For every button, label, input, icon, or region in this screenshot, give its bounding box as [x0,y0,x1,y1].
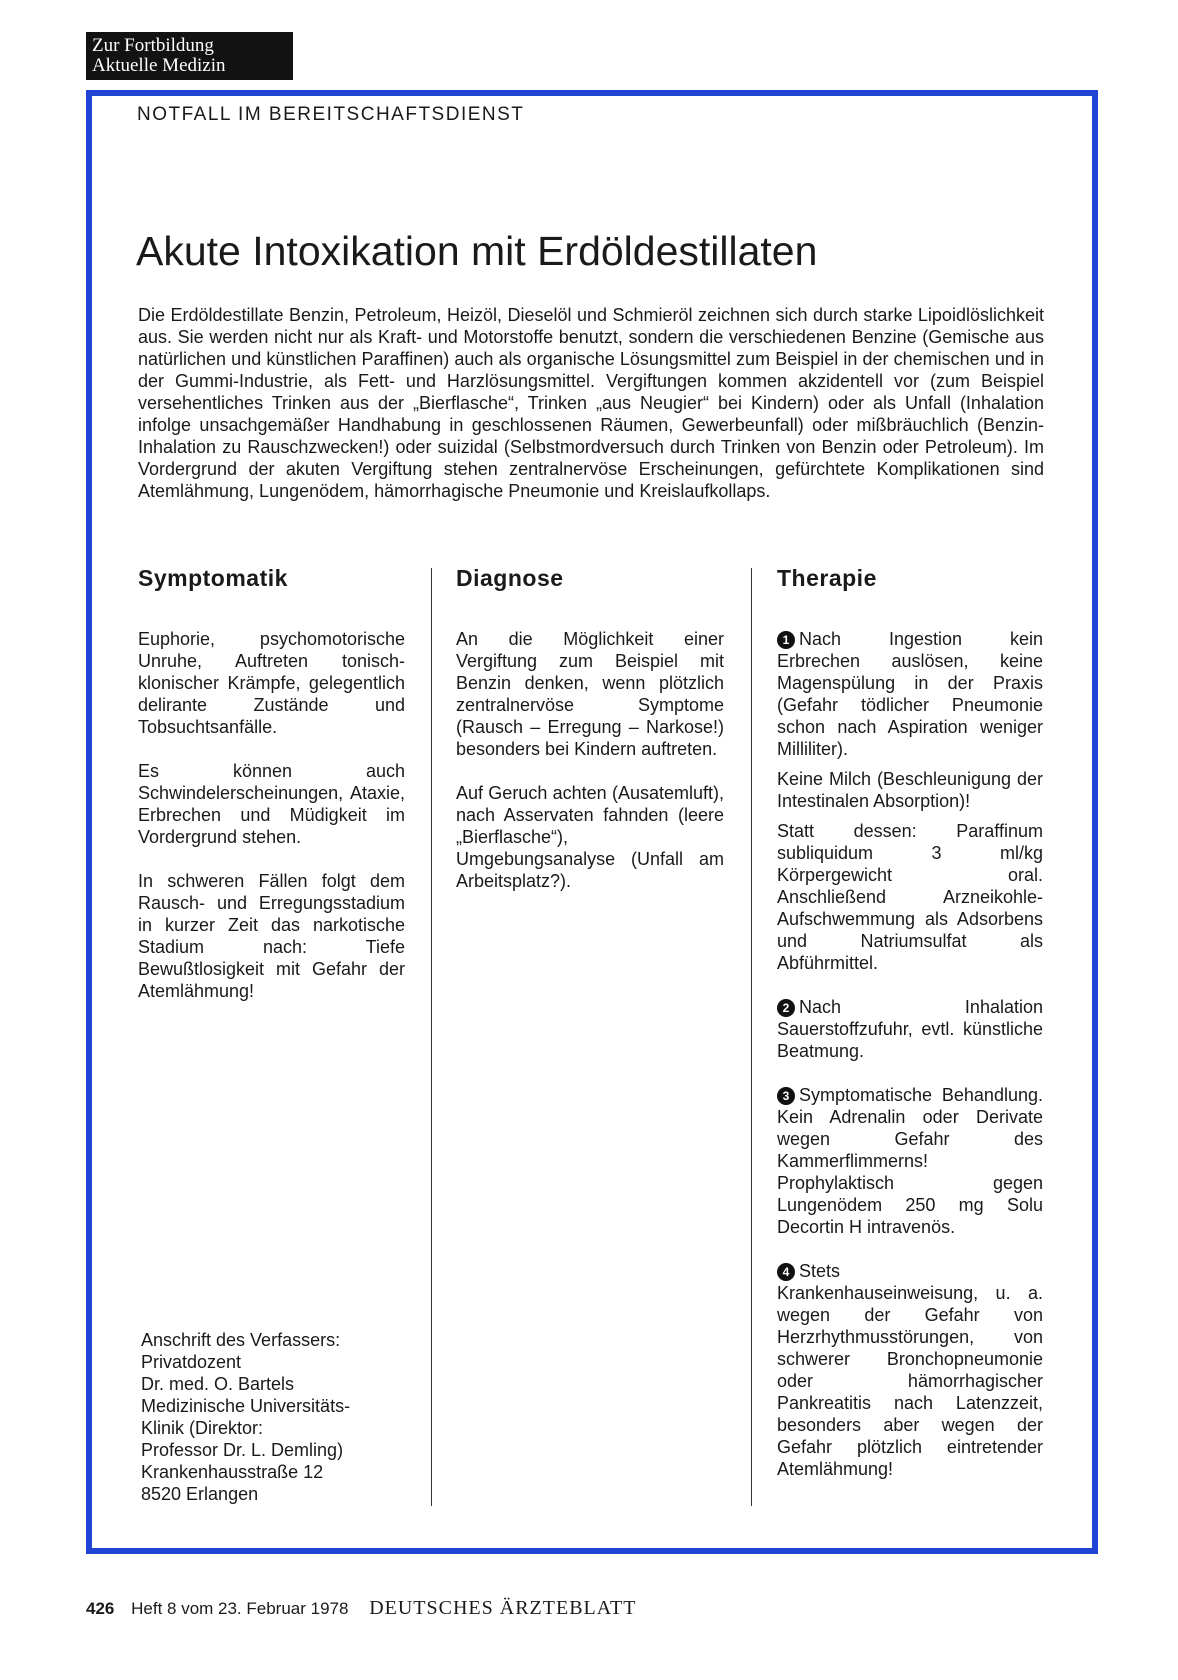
page-footer [86,1596,636,1621]
address-line: Krankenhausstraße 12 [141,1462,324,1482]
address-line: Professor Dr. L. Demling) [141,1440,344,1460]
address-line: 8520 Erlangen [141,1484,259,1504]
address-line: Dr. med. O. Bartels [141,1374,295,1394]
journal-name: DEUTSCHES ÄRZTEBLATT [369,1597,637,1619]
issue-info: Heft 8 vom 23. Februar 1978 [131,1599,349,1618]
column-divider-left [431,568,432,1506]
therapie-item-4-text: Stets Krankenhauseinweisung, u. a. wegen der Gefahr von Herzrhythmusstörungen, von schwerer Bronchopneumonie oder hämorrhagischer Pankreatitis nach Latenzzeit, besonders aber wegen der Gefahr plötzlich eintretender Atemlähmung! [777,1261,1043,1479]
address-line: Anschrift des Verfassers: [141,1330,341,1350]
category-tag-line1: Zur Fortbildung [92,35,214,56]
address-line: Privatdozent [141,1352,242,1372]
heading-therapie: Therapie [777,565,877,591]
therapie-item-2-text: Nach Inhalation Sauerstoffzufuhr, evtl. künstliche Beatmung. [777,997,1043,1061]
therapie-item-1 [777,628,1043,760]
number-4-icon: 4 [777,1263,795,1281]
therapie-item-1-text: Nach Ingestion kein Erbrechen auslösen, keine Magenspülung in der Praxis (Gefahr tödlicher Pneumonie schon nach Aspiration weniger Milliliter). [777,629,1043,759]
column-diagnose [456,564,724,892]
address-line: Medizinische Universitäts- [141,1396,351,1416]
column-divider-right [751,568,752,1506]
section-label: NOTFALL IM BEREITSCHAFTSDIENST [137,104,525,125]
diagnose-paragraph-2: Auf Geruch achten (Ausatemluft), nach Asservaten fahnden (leere „Bierflasche“), Umgebungsanalyse (Unfall am Arbeitsplatz?). [456,783,724,891]
symptomatik-paragraph-1: Euphorie, psychomotorische Unruhe, Auftreten tonisch-klonischer Krämpfe, gelegentlich delirante Zustände und Tobsuchtsanfälle. [138,629,405,737]
therapie-item-4 [777,1260,1043,1480]
therapie-item-2 [777,996,1043,1062]
therapie-item-3-text: Symptomatische Behandlung. Kein Adrenalin oder Derivate wegen Gefahr des Kammerflimmerns! Prophylaktisch gegen Lungenödem 250 mg Solu Decortin H intravenös. [777,1085,1043,1237]
number-3-icon: 3 [777,1087,795,1105]
number-1-icon: 1 [777,631,795,649]
column-therapie [777,564,1043,1480]
category-tag [86,32,293,80]
heading-diagnose: Diagnose [456,565,564,591]
therapie-item-1-note-2: Statt dessen: Paraffinum subliquidum 3 ml/kg Körpergewicht oral. Anschließend Arzneikohle-Aufschwemmung als Adsorbens und Natriumsulfat als Abführmittel. [777,821,1043,973]
category-tag-line2: Aktuelle Medizin [92,55,226,76]
article-title: Akute Intoxikation mit Erdöldestillaten [136,228,818,274]
number-2-icon: 2 [777,999,795,1017]
intro-paragraph: Die Erdöldestillate Benzin, Petroleum, Heizöl, Dieselöl und Schmieröl zeichnen sich durch starke Lipoidlöslichkeit aus. Sie werden nicht nur als Kraft- und Motorstoffe benutzt, sondern die verschiedenen Benzine (Gemische aus natürlichen und künstlichen Paraffinen) auch als organische Lösungsmittel zum Beispiel in der chemischen und in der Gummi-Industrie, als Fett- und Harzlösungsmittel. Vergiftungen kommen akzidentell vor (zum Beispiel versehentliches Trinken aus der „Bierflasche“, Trinken „aus Neugier“ bei Kindern) oder als Unfall (Inhalation infolge unsachgemäßer Handhabung in geschlossenen Räumen, Gewerbeunfall) oder mißbräuchlich (Benzin-Inhalation zu Rauschzwecken!) oder suizidal (Selbstmordversuch durch Trinken von Benzin oder Petroleum). Im Vordergrund der akuten Vergiftung stehen zentralnervöse Erscheinungen, gefürchtete Komplikationen sind Atemlähmung, Lungenödem, hämorrhagische Pneumonie und Kreislaufkollaps. [138,305,1044,501]
symptomatik-paragraph-3: In schweren Fällen folgt dem Rausch- und Erregungsstadium in kurzer Zeit das narkotische Stadium nach: Tiefe Bewußtlosigkeit mit Gefahr der Atemlähmung! [138,871,405,1001]
author-address [141,1329,401,1505]
column-symptomatik [138,564,405,1002]
page-number: 426 [86,1599,115,1618]
heading-symptomatik: Symptomatik [138,565,288,591]
address-line: Klinik (Direktor: [141,1418,264,1438]
therapie-item-1-note-1: Keine Milch (Beschleunigung der Intestinalen Absorption)! [777,769,1043,811]
diagnose-paragraph-1: An die Möglichkeit einer Vergiftung zum Beispiel mit Benzin denken, wenn plötzlich zentralnervöse Symptome (Rausch – Erregung – Narkose!) besonders bei Kindern auftreten. [456,629,724,759]
therapie-item-3 [777,1084,1043,1238]
symptomatik-paragraph-2: Es können auch Schwindelerscheinungen, Ataxie, Erbrechen und Müdigkeit im Vordergrund stehen. [138,761,405,847]
